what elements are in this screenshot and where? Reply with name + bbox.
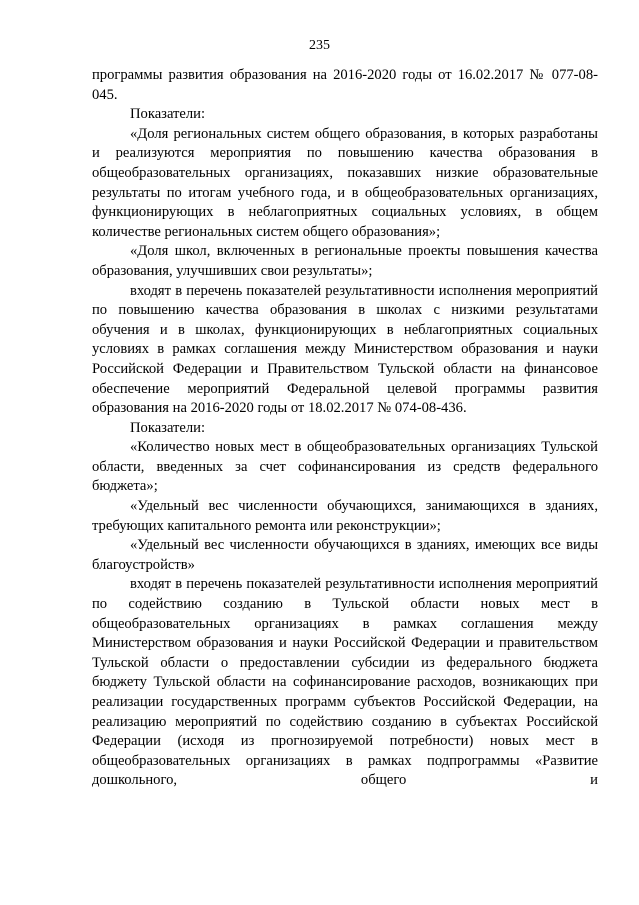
page-number: 235 (309, 38, 330, 53)
paragraph-1: программы развития образования на 2016-2020 годы от 16.02.2017 № 077-08-045. (92, 67, 598, 103)
paragraph-6: Показатели: (130, 419, 206, 436)
paragraph-8: «Удельный вес численности обучающихся, занимающихся в зданиях, требующих капитального ремонта или реконструкции»; (92, 498, 598, 534)
paragraph-10: входят в перечень показателей результативности исполнения мероприятий по содействию созданию в Тульской области новых мест в общеобразовательных организациях в рамках соглашения между Министерством образования и науки Российской Федерации и правительством Тульской области о предоставлении субсидии из федерального бюджета бюджету Тульской области на софинансирование расходов, возникающих при реализации государственных программ субъектов Российской Федерации, на реализацию мероприятий по содействию созданию в субъектах Российской Федерации (исходя из прогнозируемой потребности) новых мест в общеобразовательных организациях в рамках подпрограммы «Развитие дошкольного, общего и (92, 576, 598, 789)
paragraph-3: «Доля региональных систем общего образования, в которых разработаны и реализуются мероприятия по повышению качества образования в общеобразовательных организациях, показавших низкие образовательные результаты по итогам учебного года, и в общеобразовательных организациях, функционирующих в неблагоприятных социальных условиях, в общем количестве региональных систем общего образования»; (92, 125, 598, 240)
body-text (92, 66, 598, 791)
paragraph-4: «Доля школ, включенных в региональные проекты повышения качества образования, улучшивших свои результаты»; (92, 243, 598, 279)
paragraph-5: входят в перечень показателей результативности исполнения мероприятий по повышению качества образования в школах с низкими результатами обучения и в школах, функционирующих в неблагоприятных социальных условиях в рамках соглашения между Министерством образования и науки Российской Федерации и Правительством Тульской области на финансовое обеспечение мероприятий Федеральной целевой программы развития образования на 2016-2020 годы от 18.02.2017 № 074-08-436. (92, 282, 598, 417)
paragraph-7: «Количество новых мест в общеобразовательных организациях Тульской области, введенных за счет софинансирования из средств федерального бюджета»; (92, 439, 598, 495)
paragraph-2: Показатели: (130, 106, 206, 123)
paragraph-9: «Удельный вес численности обучающихся в зданиях, имеющих все виды благоустройств» (92, 537, 598, 573)
